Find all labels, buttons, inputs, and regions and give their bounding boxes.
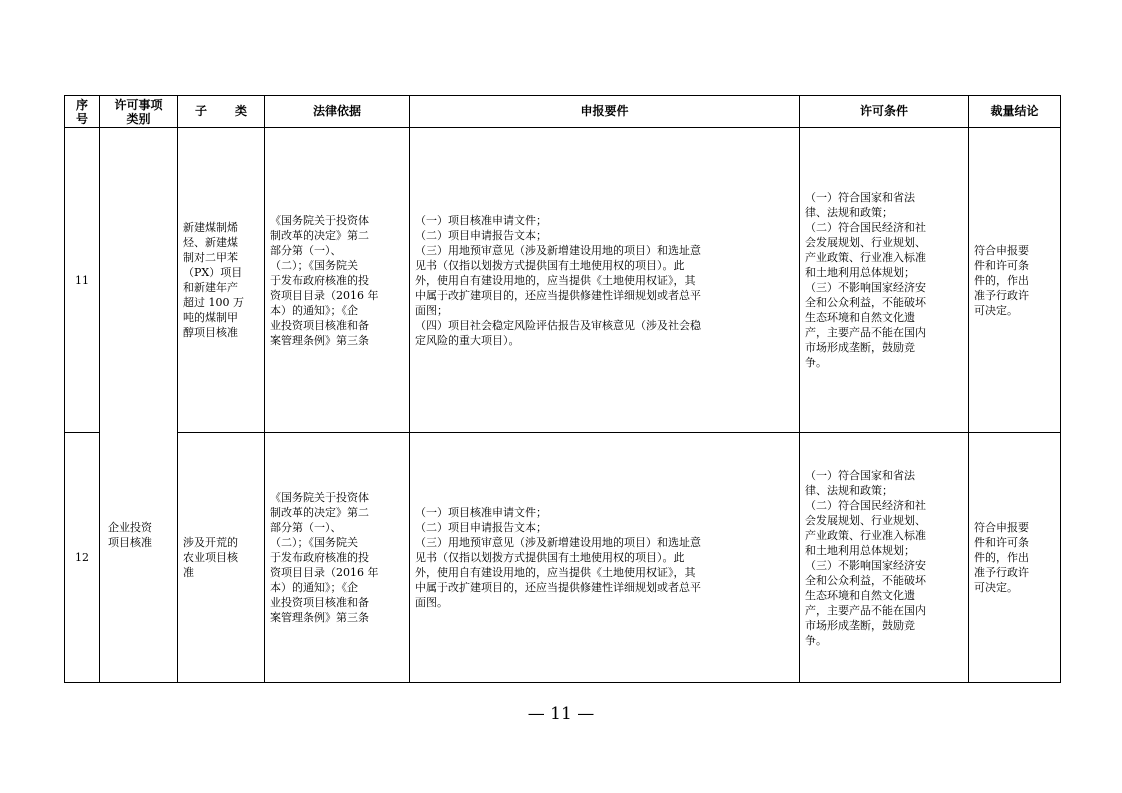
legal-basis-cell — [265, 128, 410, 433]
row-seq-cell — [65, 433, 100, 683]
category-cell — [100, 128, 178, 683]
row-seq: 11 — [75, 273, 89, 287]
header-category: 许可事项 类别 — [100, 96, 178, 128]
row-seq: 12 — [75, 551, 89, 564]
subtype-cell — [178, 433, 265, 683]
permit-table — [64, 95, 1061, 683]
subtype-cell — [178, 128, 265, 433]
conditions-text: （一）符合国家和省法 律、法规和政策； （二）符合国民经济和社 会发展规划、行业规划、 产业政策、行业准入标准 和土地利用总体规划； （三）不影响国家经济安 全和公众利益，不能破坏 生态环境和自然文化遗 产，主要产品不能在国内 市场形成垄断，鼓励竞 争。 — [805, 191, 926, 369]
header-subtype-char-1: 子 — [194, 104, 207, 118]
header-legal-basis: 法律依据 — [265, 96, 410, 128]
row-seq-cell — [65, 128, 100, 433]
category-text: 企业投资 项目核准 — [108, 520, 152, 549]
conclusion-text: 符合申报要 件和许可条 件的，作出 准予行政许 可决定。 — [974, 243, 1029, 317]
header-subtype-char-2: 类 — [234, 104, 247, 118]
page-number: — 11 — — [527, 704, 595, 724]
conditions-text: （一）符合国家和省法 律、法规和政策； （二）符合国民经济和社 会发展规划、行业规划、 产业政策、行业准入标准 和土地利用总体规划； （三）不影响国家经济安 全和公众利益，不能破坏 生态环境和自然文化遗 产，主要产品不能在国内 市场形成垄断，鼓励竞 争。 — [805, 468, 926, 647]
header-requirements: 申报要件 — [410, 96, 800, 128]
subtype-text: 涉及开荒的 农业项目核 准 — [183, 536, 238, 579]
header-conditions: 许可条件 — [800, 96, 969, 128]
table-row — [65, 433, 1061, 683]
legal-basis-cell — [265, 433, 410, 683]
legal-basis-text: 《国务院关于投资体 制改革的决定》第二 部分第（一）、 （二）；《国务院关 于发布政府核准的投 资项目目录（2016 年 本）的通知》；《企 业投资项目核准和备 案管理条例》第三条 — [270, 491, 379, 624]
conclusion-cell — [969, 128, 1061, 433]
table-row — [65, 128, 1061, 433]
requirements-cell — [410, 433, 800, 683]
header-subtype — [178, 96, 265, 128]
conditions-cell — [800, 433, 969, 683]
subtype-text: 新建煤制烯 烃、新建煤 制对二甲苯 （PX）项目 和新建年产 超过 100 万 吨的煤制甲 醇项目核准 — [183, 221, 244, 339]
requirements-cell — [410, 128, 800, 433]
legal-basis-text: 《国务院关于投资体 制改革的决定》第二 部分第（一）、 （二）；《国务院关 于发布政府核准的投 资项目目录（2016 年 本）的通知》；《企 业投资项目核准和备 案管理条例》第三条 — [270, 213, 379, 347]
table-header-row — [65, 96, 1061, 128]
conditions-cell — [800, 128, 969, 433]
header-conclusion: 裁量结论 — [969, 96, 1061, 128]
conclusion-text: 符合申报要 件和许可条 件的，作出 准予行政许 可决定。 — [974, 521, 1029, 594]
header-seq: 序 号 — [65, 96, 100, 128]
conclusion-cell — [969, 433, 1061, 683]
requirements-text: （一）项目核准申请文件； （二）项目申请报告文本； （三）用地预审意见（涉及新增建设用地的项目）和选址意 见书（仅指以划拨方式提供国有土地使用权的项目）。此 外，使用自有建设用地的，应当提供《土地使用权证》，其 中属于改扩建项目的，还应当提供修建性详细规划或者总平 面图； （四）项目社会稳定风险评估报告及审核意见（涉及社会稳 定风险的重大项目）。 — [415, 213, 701, 347]
requirements-text: （一）项目核准申请文件； （二）项目申请报告文本； （三）用地预审意见（涉及新增建设用地的项目）和选址意 见书（仅指以划拨方式提供国有土地使用权的项目）。此 外，使用自有建设用地的，应当提供《土地使用权证》，其 中属于改扩建项目的，还应当提供修建性详细规划或者总平 面图。 — [415, 506, 701, 609]
